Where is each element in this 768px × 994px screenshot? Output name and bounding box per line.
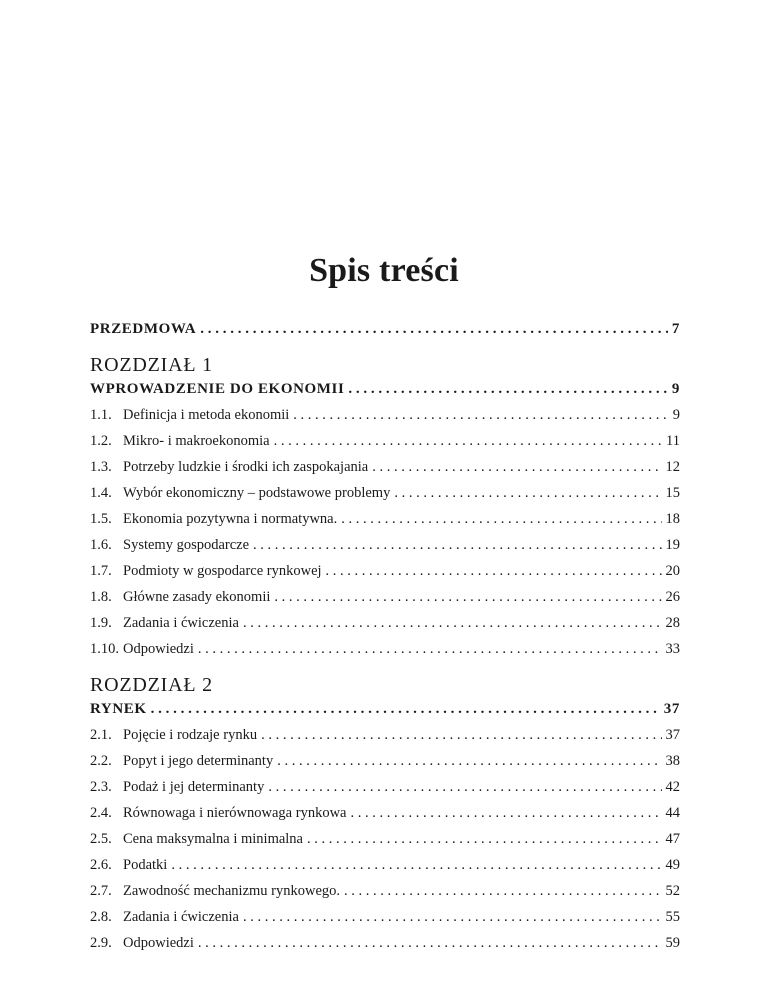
toc-chapter-title[interactable]: [90, 376, 680, 402]
dot-leader: [326, 558, 662, 584]
toc-entry-number: 2.9.: [90, 935, 112, 951]
toc-entry-number: 1.1.: [90, 407, 112, 423]
toc-entry-page: 47: [665, 831, 680, 847]
toc-entry-label: Mikro- i makroekonomia: [123, 433, 270, 449]
toc-entry-page: 12: [665, 459, 680, 475]
chapter-heading: ROZDZIAŁ 2: [90, 674, 213, 696]
chapter-heading: ROZDZIAŁ 1: [90, 354, 213, 376]
toc-entry-number: 1.9.: [90, 615, 112, 631]
toc-entry-label: Systemy gospodarcze: [123, 537, 250, 553]
toc-entry-page: 19: [665, 537, 680, 553]
toc-entry[interactable]: [90, 636, 680, 662]
toc-entry-number: 2.1.: [90, 727, 112, 743]
toc-entry-label: Odpowiedzi: [123, 641, 194, 657]
dot-leader: [277, 748, 661, 774]
dot-leader: [307, 826, 662, 852]
toc-entry[interactable]: [90, 558, 680, 584]
toc-entry-label: Wybór ekonomiczny – podstawowe problemy: [123, 485, 391, 501]
dot-leader: [243, 610, 662, 636]
toc-entry-page: 28: [665, 615, 680, 631]
toc-entry-number: 1.8.: [90, 589, 112, 605]
toc-entry-number: 2.6.: [90, 857, 112, 873]
toc-entry[interactable]: [90, 722, 680, 748]
toc-entry[interactable]: [90, 930, 680, 956]
toc-entry-preface[interactable]: [90, 316, 680, 342]
toc-entry-number: 2.3.: [90, 779, 112, 795]
toc-entry-number: 1.4.: [90, 485, 112, 501]
dot-leader: [293, 402, 668, 428]
toc-entry-label: Pojęcie i rodzaje rynku: [123, 727, 258, 743]
toc-entry-page: 7: [671, 321, 680, 337]
dot-leader: [372, 454, 661, 480]
toc-entry-page: 55: [665, 909, 680, 925]
toc-entry-page: 15: [665, 485, 680, 501]
toc-entry-label: Potrzeby ludzkie i środki ich zaspokajania: [123, 459, 369, 475]
toc-entry-number: 1.2.: [90, 433, 112, 449]
toc-entry-number: 2.4.: [90, 805, 112, 821]
dot-leader: [243, 904, 662, 930]
toc-entry-page: 33: [665, 641, 680, 657]
toc-entry[interactable]: [90, 610, 680, 636]
page-title: Spis treści: [309, 252, 459, 289]
toc-entry[interactable]: [90, 826, 680, 852]
dot-leader: [253, 532, 661, 558]
toc-entry-number: 2.5.: [90, 831, 112, 847]
toc-entry-label: Zawodność mechanizmu rynkowego.: [123, 883, 341, 899]
toc-entry-page: 11: [666, 433, 680, 449]
dot-leader: [350, 800, 661, 826]
toc-entry-page: 26: [665, 589, 680, 605]
dot-leader: [261, 722, 661, 748]
toc-entry[interactable]: [90, 454, 680, 480]
toc-entry-page: 9: [671, 381, 680, 397]
toc-entry-number: 2.7.: [90, 883, 112, 899]
toc-entry-label: PRZEDMOWA: [90, 321, 197, 337]
toc-entry-label: Zadania i ćwiczenia: [123, 909, 239, 925]
toc-entry-page: 20: [665, 563, 680, 579]
toc-entry[interactable]: [90, 852, 680, 878]
toc-entry-page: 38: [665, 753, 680, 769]
toc-entry[interactable]: [90, 532, 680, 558]
dot-leader: [344, 878, 661, 904]
toc-entry-label: Definicja i metoda ekonomii: [123, 407, 290, 423]
toc-entry-page: 44: [665, 805, 680, 821]
dot-leader: [394, 480, 661, 506]
toc-entry-number: 2.8.: [90, 909, 112, 925]
dot-leader: [274, 584, 661, 610]
toc-entry-page: 52: [665, 883, 680, 899]
toc-entry[interactable]: [90, 800, 680, 826]
dot-leader: [341, 506, 661, 532]
toc-entry-number: 1.5.: [90, 511, 112, 527]
toc-entry-page: 9: [672, 407, 680, 423]
dot-leader: [200, 316, 668, 342]
toc-entry-page: 49: [665, 857, 680, 873]
toc-entry-page: 37: [663, 701, 680, 717]
toc-entry-number: 2.2.: [90, 753, 112, 769]
toc-entry[interactable]: [90, 878, 680, 904]
toc-entry[interactable]: [90, 904, 680, 930]
toc-entry-label: Podatki: [123, 857, 168, 873]
toc-entry-page: 42: [665, 779, 680, 795]
toc-entry-label: Popyt i jego determinanty: [123, 753, 274, 769]
toc-entry[interactable]: [90, 480, 680, 506]
toc-entry-number: 1.10.: [90, 641, 119, 657]
toc-entry-page: 18: [665, 511, 680, 527]
toc-entry[interactable]: [90, 428, 680, 454]
toc-entry-label: Zadania i ćwiczenia: [123, 615, 239, 631]
toc-entry-number: 1.7.: [90, 563, 112, 579]
toc-entry[interactable]: [90, 774, 680, 800]
table-of-contents: [90, 316, 680, 956]
toc-entry-label: Ekonomia pozytywna i normatywna.: [123, 511, 338, 527]
toc-entry-label: Równowaga i nierównowaga rynkowa: [123, 805, 347, 821]
dot-leader: [198, 930, 662, 956]
toc-entry-number: 1.6.: [90, 537, 112, 553]
dot-leader: [151, 696, 660, 722]
toc-entry-label: Podaż i jej determinanty: [123, 779, 265, 795]
dot-leader: [171, 852, 661, 878]
toc-entry-label: Główne zasady ekonomii: [123, 589, 271, 605]
toc-entry-label: Podmioty w gospodarce rynkowej: [123, 563, 322, 579]
toc-entry-page: 59: [665, 935, 680, 951]
toc-chapter-title[interactable]: [90, 696, 680, 722]
toc-entry-label: RYNEK: [90, 701, 147, 717]
toc-entry-number: 1.3.: [90, 459, 112, 475]
dot-leader: [348, 376, 667, 402]
toc-entry[interactable]: [90, 584, 680, 610]
toc-entry-label: Cena maksymalna i minimalna: [123, 831, 303, 847]
toc-entry[interactable]: [90, 402, 680, 428]
toc-entry-label: WPROWADZENIE DO EKONOMII: [90, 381, 345, 397]
dot-leader: [274, 428, 662, 454]
toc-entry-label: Odpowiedzi: [123, 935, 194, 951]
dot-leader: [198, 636, 662, 662]
toc-entry[interactable]: [90, 506, 680, 532]
dot-leader: [268, 774, 661, 800]
toc-entry[interactable]: [90, 748, 680, 774]
toc-entry-page: 37: [665, 727, 680, 743]
